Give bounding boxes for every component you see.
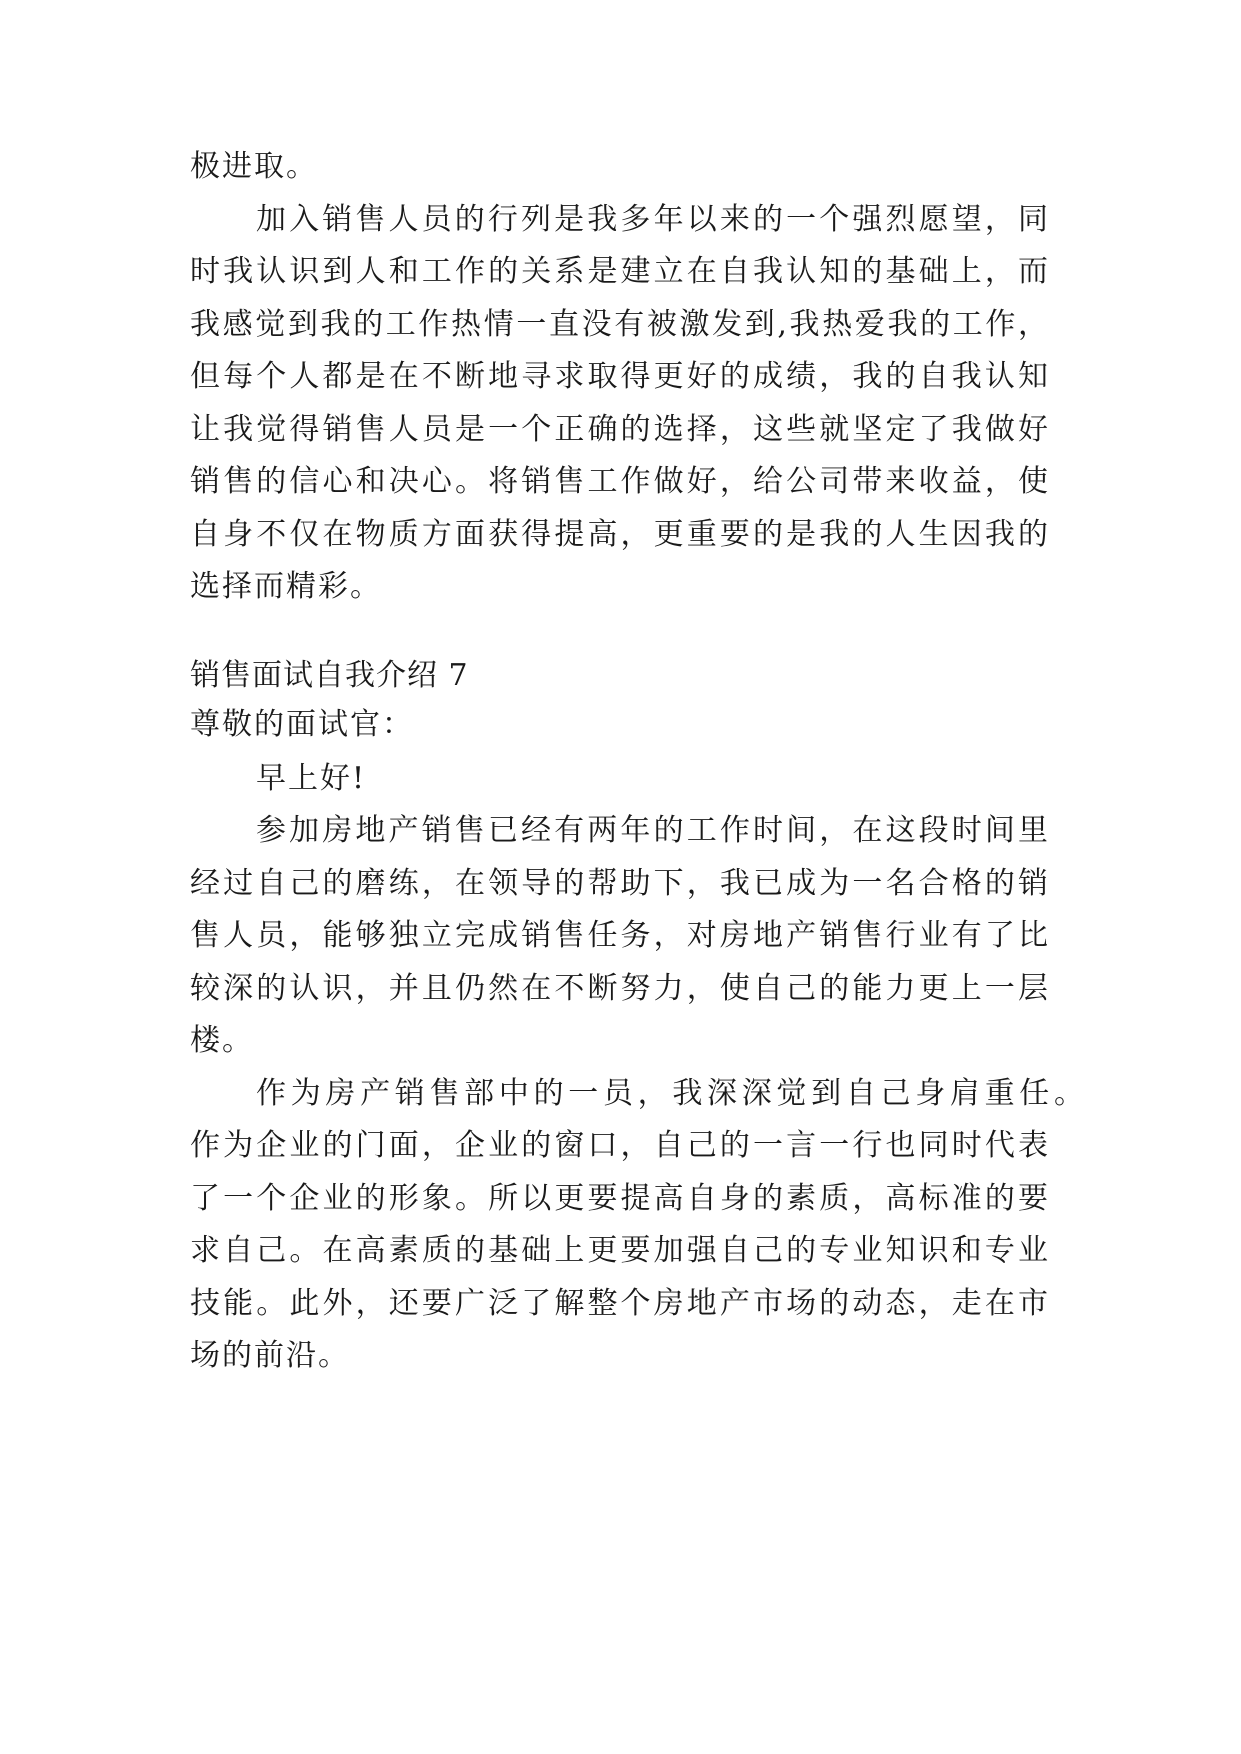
- paragraph-line: 让我觉得销售人员是一个正确的选择，这些就坚定了我做好: [190, 412, 1050, 447]
- paragraph-line: 选择而精彩。: [190, 569, 382, 604]
- paragraph-line: 了一个企业的形象。所以更要提高自身的素质，高标准的要: [190, 1181, 1050, 1216]
- paragraph-line: 但每个人都是在不断地寻求取得更好的成绩，我的自我认知: [190, 359, 1050, 394]
- paragraph-line: 售人员，能够独立完成销售任务，对房地产销售行业有了比: [190, 918, 1050, 953]
- paragraph-line: 自身不仅在物质方面获得提高，更重要的是我的人生因我的: [190, 517, 1050, 552]
- paragraph-line: 求自己。在高素质的基础上更要加强自己的专业知识和专业: [190, 1233, 1050, 1268]
- document-body: [190, 0, 1086, 1754]
- paragraph-line: 作为房产销售部中的一员，我深深觉到自己身肩重任。: [256, 1076, 1086, 1111]
- paragraph-line: 时我认识到人和工作的关系是建立在自我认知的基础上，而: [190, 254, 1050, 289]
- paragraph-line: 经过自己的磨练，在领导的帮助下，我已成为一名合格的销: [190, 866, 1050, 901]
- salutation: 尊敬的面试官：: [190, 707, 414, 742]
- paragraph-line: 较深的认识，并且仍然在不断努力，使自己的能力更上一层: [190, 971, 1050, 1006]
- paragraph-line: 作为企业的门面，企业的窗口，自己的一言一行也同时代表: [190, 1128, 1050, 1163]
- paragraph-line: 楼。: [190, 1023, 254, 1058]
- paragraph-line: 极进取。: [190, 149, 318, 184]
- paragraph-line: 场的前沿。: [190, 1338, 350, 1373]
- paragraph-line: 销售的信心和决心。将销售工作做好，给公司带来收益，使: [190, 464, 1050, 499]
- paragraph-line: 参加房地产销售已经有两年的工作时间，在这段时间里: [256, 813, 1050, 848]
- section-title: 销售面试自我介绍 7: [190, 658, 469, 693]
- paragraph-line: 技能。此外，还要广泛了解整个房地产市场的动态，走在市: [190, 1286, 1050, 1321]
- greeting: 早上好!: [256, 761, 367, 796]
- paragraph-line: 加入销售人员的行列是我多年以来的一个强烈愿望，同: [256, 202, 1050, 237]
- paragraph-line: 我感觉到我的工作热情一直没有被激发到,我热爱我的工作，: [190, 307, 1050, 342]
